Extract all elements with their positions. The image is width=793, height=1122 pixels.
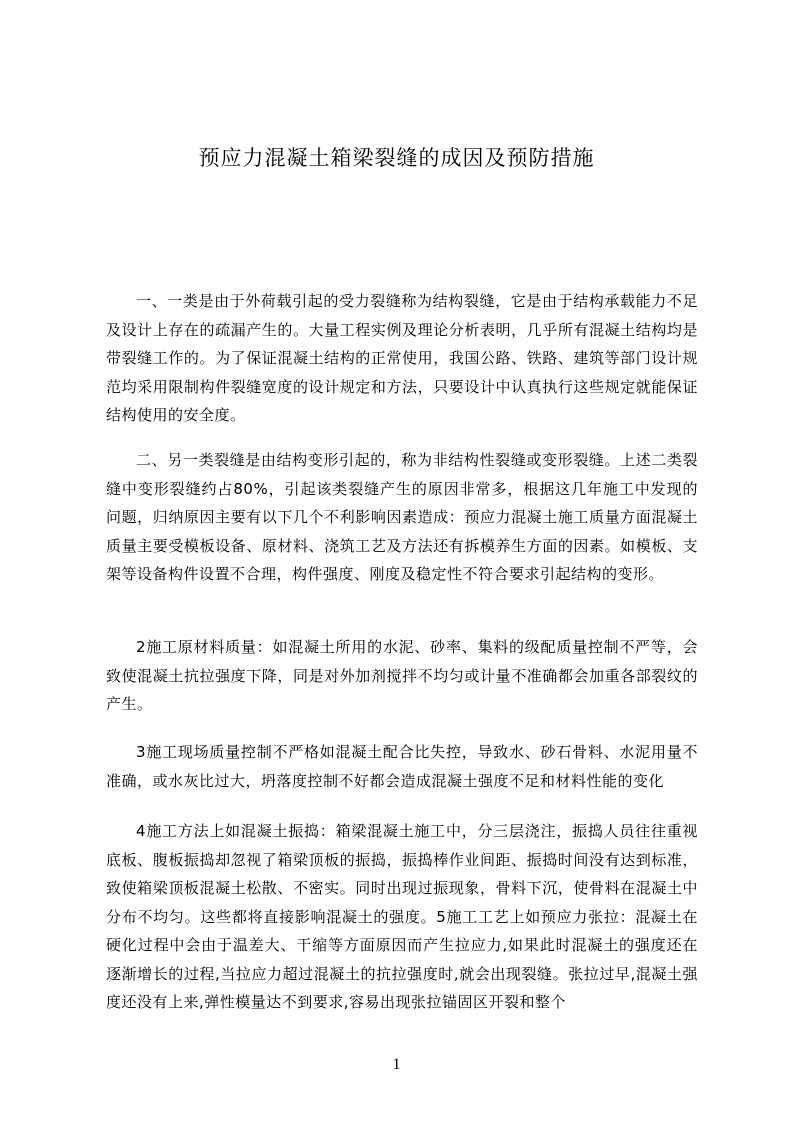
paragraph-raw-material-quality: 2施工原材料质量：如混凝土所用的水泥、砂率、集料的级配质量控制不严等，会致使混凝土抗拉强度下降，同是对外加剂搅拌不均匀或计量不准确都会加重各部裂纹的产生。 <box>106 638 698 713</box>
paragraph-construction-method: 4施工方法上如混凝土振捣：箱梁混凝土施工中，分三层浇注，振捣人员往往重视底板、腹板振捣却忽视了箱梁顶板的振捣，振捣棒作业间距、振捣时间没有达到标准，致使箱梁顶板混凝土松散、不密实。同时出现过振现象，骨料下沉，使骨料在混凝土中分布不均匀。这些都将直接影响混凝土的强度。5施工工艺上如预应力张拉：混凝土在硬化过程中会由于温差大、干缩等方面原因而产生拉应力,如果此时混凝土的强度还在逐渐增长的过程,当拉应力超过混凝土的抗拉强度时,就会出现裂缝。张拉过早,混凝土强度还没有上来,弹性模量达不到要求,容易出现张拉锚固区开裂和整个 <box>106 822 698 1011</box>
paragraph-structural-cracks: 一、一类是由于外荷载引起的受力裂缝称为结构裂缝，它是由于结构承载能力不足及设计上存在的疏漏产生的。大量工程实例及理论分析表明，几乎所有混凝土结构均是带裂缝工作的。为了保证混凝土结构的正常使用，我国公路、铁路、建筑等部门设计规范均采用限制构件裂缝宽度的设计规定和方法，只要设计中认真执行这些规定就能保证结构使用的安全度。 <box>106 292 698 424</box>
page-number: 1 <box>392 1056 401 1073</box>
page-title: 预应力混凝土箱梁裂缝的成因及预防措施 <box>198 146 595 170</box>
paragraph-site-quality-control: 3施工现场质量控制不严格如混凝土配合比失控，导致水、砂石骨料、水泥用量不准确，或水灰比过大，坍落度控制不好都会造成混凝土强度不足和材料性能的变化 <box>106 743 698 790</box>
paragraph-deformation-cracks: 二、另一类裂缝是由结构变形引起的，称为非结构性裂缝或变形裂缝。上述二类裂缝中变形裂缝约占80%，引起该类裂缝产生的原因非常多，根据这几年施工中发现的问题，归纳原因主要有以下几个不利影响因素造成：预应力混凝土施工质量方面混凝土质量主要受模板设备、原材料、浇筑工艺及方法还有拆模养生方面的因素。如模板、支架等设备构件设置不合理，构件强度、刚度及稳定性不符合要求引起结构的变形。 <box>106 451 698 583</box>
